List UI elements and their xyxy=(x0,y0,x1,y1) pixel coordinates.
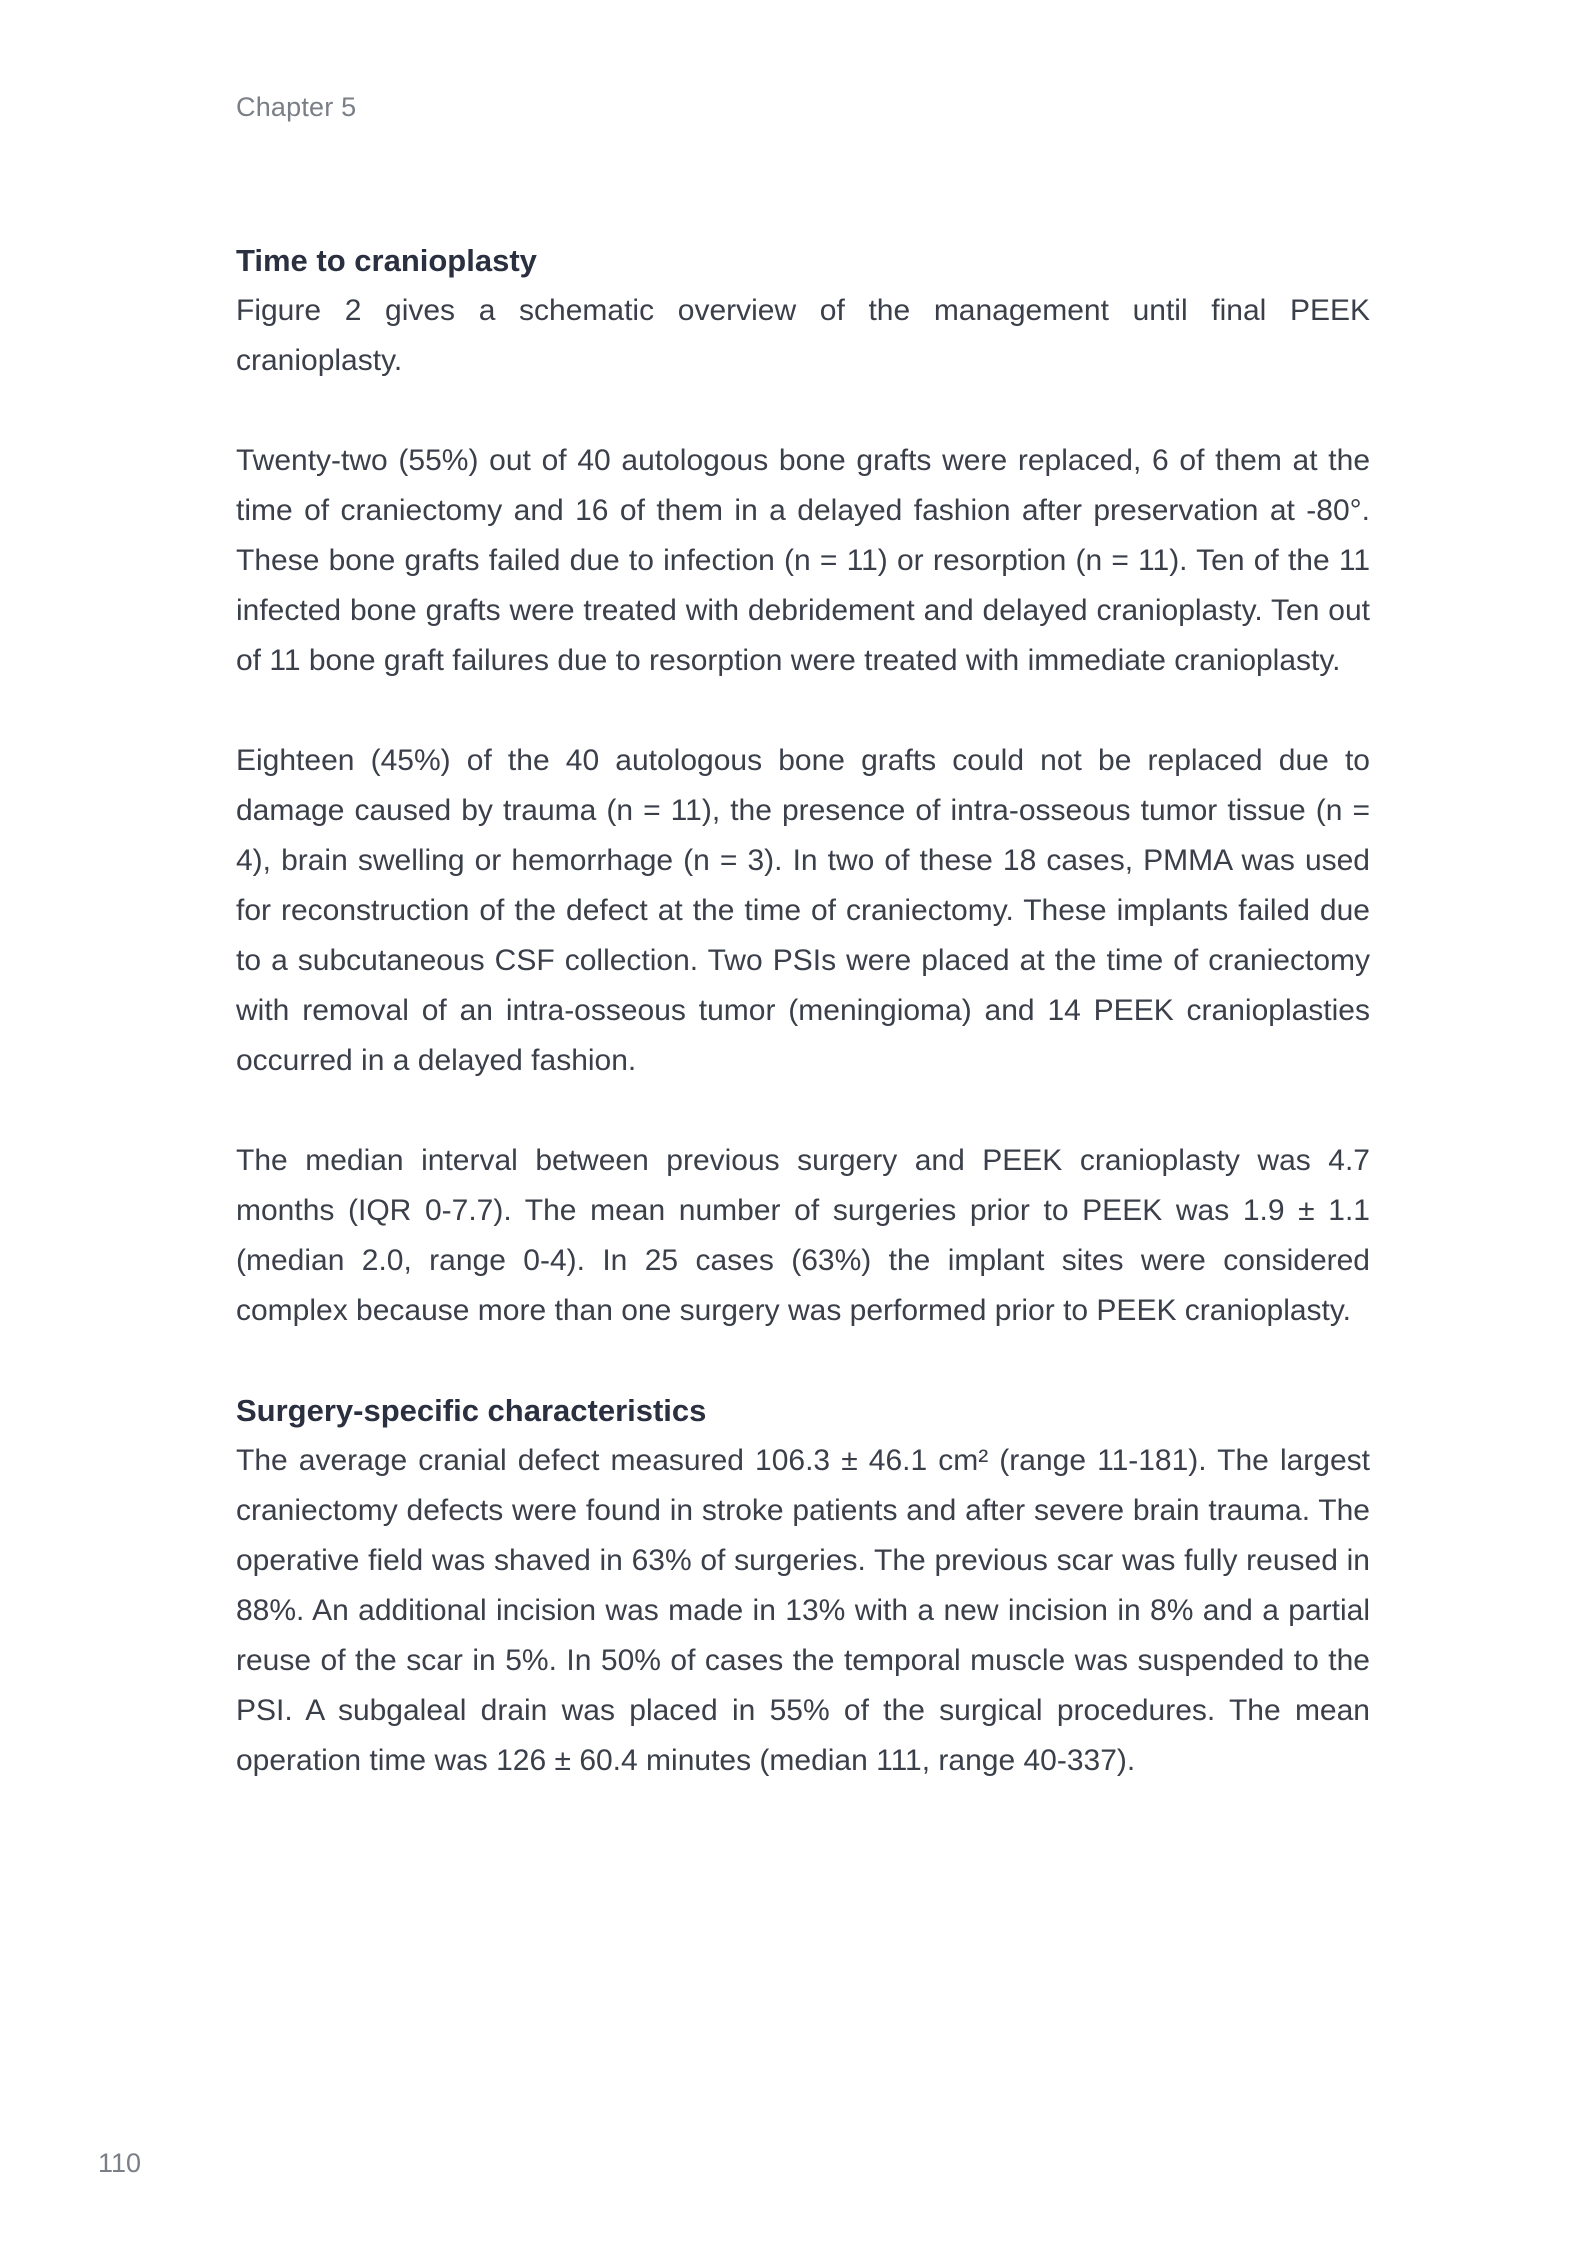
paragraph-gap xyxy=(236,1336,1370,1386)
paragraph: Eighteen (45%) of the 40 autologous bone grafts could not be replaced due to damage caused by trauma (n = 11), the presence of intra-osseous tumor tissue (n = 4), brain swelling or hemorrhage (n = 3). In two of these 18 cases, PMMA was used for reconstruction of the defect at the time of craniectomy. These implants failed due to a subcutaneous CSF collection. Two PSIs were placed at the time of craniectomy with removal of an intra-osseous tumor (meningioma) and 14 PEEK cranioplasties occurred in a delayed fashion. xyxy=(236,744,1370,1077)
paragraph: Figure 2 gives a schematic overview of the management until final PEEK cranioplasty. xyxy=(236,294,1370,377)
paragraph-gap xyxy=(236,386,1370,436)
page-number: 110 xyxy=(98,2148,142,2178)
section-heading-surgery-specific-characteristics: Surgery-specific characteristics xyxy=(236,1393,707,1428)
paragraph-gap xyxy=(236,686,1370,736)
paragraph: Twenty-two (55%) out of 40 autologous bone grafts were replaced, 6 of them at the time of craniectomy and 16 of them in a delayed fashion after preservation at -80°. These bone grafts failed due to infection (n = 11) or resorption (n = 11). Ten of the 11 infected bone grafts were treated with debridement and delayed cranioplasty. Ten out of 11 bone graft failures due to resorption were treated with immediate cranioplasty. xyxy=(236,444,1370,677)
section-heading-time-to-cranioplasty: Time to cranioplasty xyxy=(236,243,537,278)
running-head: Chapter 5 xyxy=(236,92,357,122)
paragraph: The average cranial defect measured 106.3 ± 46.1 cm² (range 11-181). The largest craniectomy defects were found in stroke patients and after severe brain trauma. The operative field was shaved in 63% of surgeries. The previous scar was fully reused in 88%. An additional incision was made in 13% with a new incision in 8% and a partial reuse of the scar in 5%. In 50% of cases the temporal muscle was suspended to the PSI. A subgaleal drain was placed in 55% of the surgical procedures. The mean operation time was 126 ± 60.4 minutes (median 111, range 40-337). xyxy=(236,1444,1370,1777)
paragraph: The median interval between previous surgery and PEEK cranioplasty was 4.7 months (IQR 0-7.7). The mean number of surgeries prior to PEEK was 1.9 ± 1.1 (median 2.0, range 0-4). In 25 cases (63%) the implant sites were considered complex because more than one surgery was performed prior to PEEK cranioplasty. xyxy=(236,1144,1370,1327)
paragraph-gap xyxy=(236,1086,1370,1136)
main-content xyxy=(236,236,1370,1786)
